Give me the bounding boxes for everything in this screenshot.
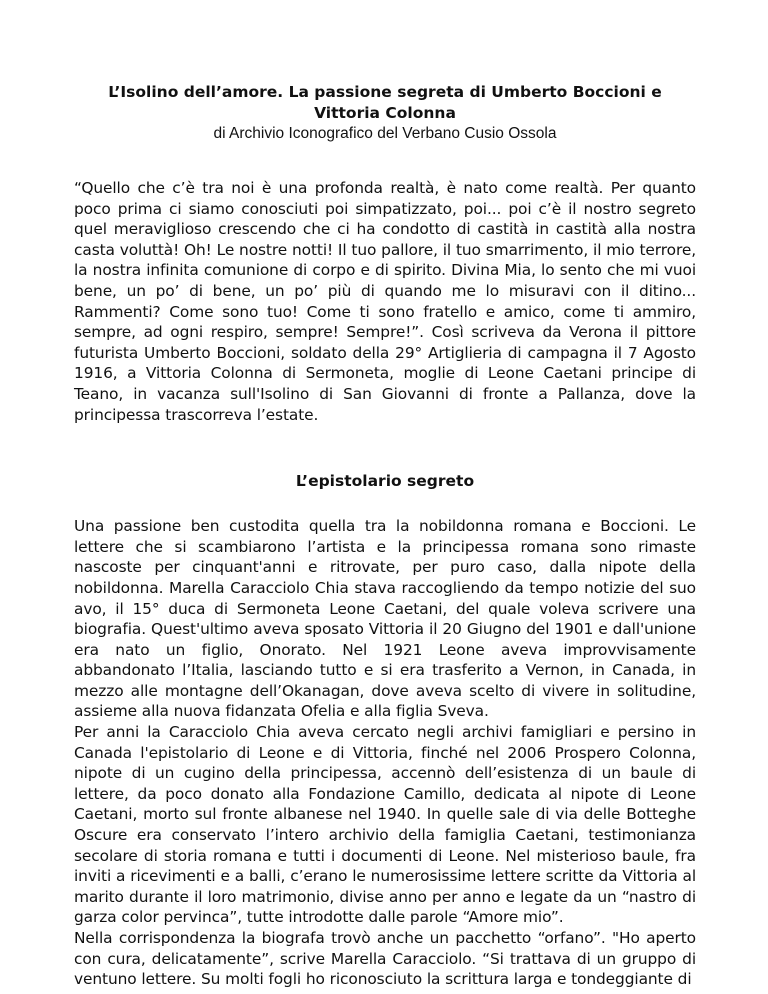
intro-paragraph: “Quello che c’è tra noi è una profonda realtà, è nato come realtà. Per quanto poco prima ci siamo conosciuti poi simpatizzato, poi... poi c’è il nostro segreto quel meraviglioso crescendo che ci ha condotto di castità in castità alla nostra casta voluttà! Oh! Le nostre notti! Il tuo pallore, il tuo smarrimento, il mio terrore, la nostra infinita comunione di corpo e di spirito. Divina Mia, lo sento che mi vuoi bene, un po’ di bene, un po’ più di quando me lo misuravi con il ditino... Rammenti? Come sono tuo! Come ti sono fratello e amico, come ti ammiro, sempre, ad ogni respiro, sempre! Sempre!”. Così scriveva da Verona il pittore futurista Umberto Boccioni, soldato della 29° Artiglieria di campagna il 7 Agosto 1916, a Vittoria Colonna di Sermoneta, moglie di Leone Caetani principe di Teano, in vacanza sull'Isolino di San Giovanni di fronte a Pallanza, dove la principessa trascorreva l’estate. bbox=[74, 179, 696, 424]
section-title: L’epistolario segreto bbox=[295, 472, 475, 491]
document-page bbox=[74, 82, 696, 990]
body-paragraph-2: Per anni la Caracciolo Chia aveva cercato negli archivi famigliari e persino in Canada l'epistolario di Leone e di Vittoria, finché nel 2006 Prospero Colonna, nipote di un cugino della principessa, accennò dell’esistenza di un baule di lettere, da poco donato alla Fondazione Camillo, dedicata al nipote di Leone Caetani, morto sul fronte albanese nel 1940. In quelle sale di via delle Botteghe Oscure era conservato l’intero archivio della famiglia Caetani, testimonianza secolare di storia romana e tutti i documenti di Leone. Nel misterioso baule, fra inviti a ricevimenti e a balli, c’erano le numerosissime lettere scritte da Vittoria al marito durante il loro matrimonio, divise anno per anno e legate da un “nastro di garza color pervinca”, tutte introdotte dalle parole “Amore mio”. bbox=[74, 723, 696, 927]
document-title: L’Isolino dell’amore. La passione segreta di Umberto Boccioni e Vittoria Colonna bbox=[108, 83, 662, 122]
body-paragraph-1: Una passione ben custodita quella tra la nobildonna romana e Boccioni. Le lettere che si scambiarono l’artista e la principessa romana sono rimaste nascoste per cinquant'anni e ritrovate, per puro caso, dalla nipote della nobildonna. Marella Caracciolo Chia stava raccogliendo da tempo notizie del suo avo, il 15° duca di Sermoneta Leone Caetani, del quale voleva scrivere una biografia. Quest'ultimo aveva sposato Vittoria il 20 Giugno del 1901 e dall'unione era nato un figlio, Onorato. Nel 1921 Leone aveva improvvisamente abbandonato l’Italia, lasciando tutto e si era trasferito a Vernon, in Canada, in mezzo alle montagne dell’Okanagan, dove aveva scelto di vivere in solitudine, assieme alla nuova fidanzata Ofelia e alla figlia Sveva. bbox=[74, 517, 696, 721]
body-paragraph-3: Nella corrispondenza la biografa trovò anche un pacchetto “orfano”. "Ho aperto con cura, delicatamente”, scrive Marella Caracciolo. “Si trattava di un gruppo di ventuno lettere. Su molti fogli ho riconosciuto la scrittura larga e tondeggiante di bbox=[74, 929, 696, 989]
document-byline: di Archivio Iconografico del Verbano Cusio Ossola bbox=[213, 125, 557, 142]
